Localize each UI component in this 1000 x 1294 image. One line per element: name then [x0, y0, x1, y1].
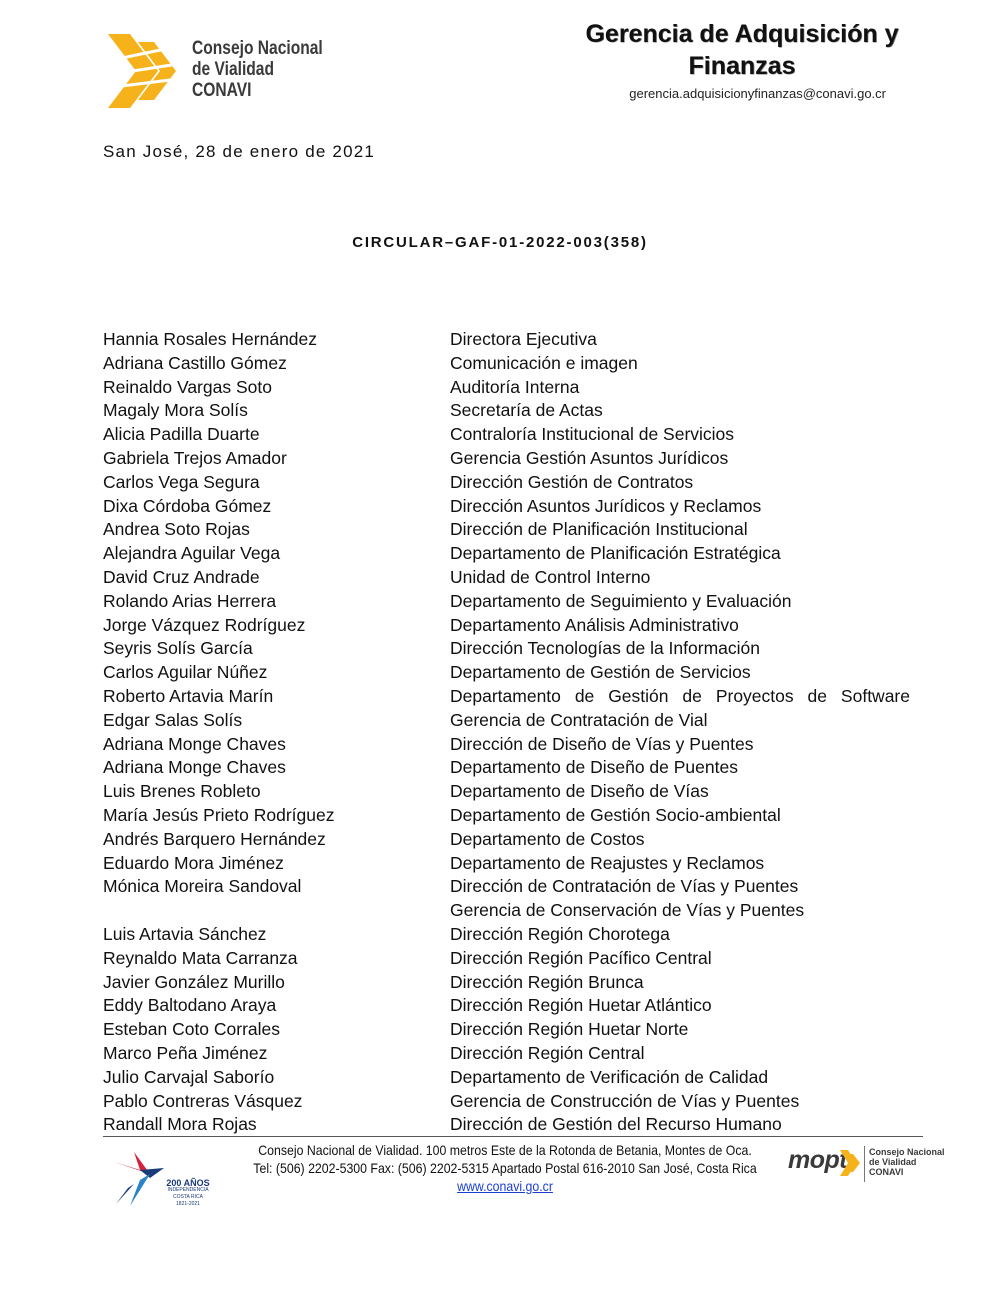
distribution-row — [103, 1066, 910, 1090]
mini-logo-line-1: Consejo Nacional — [869, 1147, 945, 1157]
recipient-role: Unidad de Control Interno — [450, 566, 651, 587]
footer-website-link[interactable]: www.conavi.go.cr — [457, 1178, 553, 1194]
distribution-row — [103, 780, 910, 804]
distribution-row — [103, 756, 910, 780]
recipient-name — [103, 899, 450, 923]
recipient-name: Pablo Contreras Vásquez — [103, 1090, 303, 1111]
recipient-role: Departamento de Reajustes y Reclamos — [450, 852, 765, 873]
bicentennial-logo — [110, 1144, 210, 1210]
recipient-name: Reynaldo Mata Carranza — [103, 947, 298, 968]
distribution-row — [103, 923, 910, 947]
distribution-list — [103, 328, 910, 1137]
recipient-name: Mónica Moreira Sandoval — [103, 876, 302, 897]
mini-logo-line-3: CONAVI — [869, 1167, 904, 1177]
distribution-row — [103, 1113, 910, 1137]
distribution-row — [103, 590, 910, 614]
footer-logo-separator — [864, 1146, 865, 1182]
recipient-role: Dirección Región Pacífico Central — [450, 947, 712, 968]
recipient-name: Reinaldo Vargas Soto — [103, 376, 272, 397]
distribution-row — [103, 328, 910, 352]
mopt-chevron-icon — [838, 1148, 862, 1178]
recipient-role: Departamento de Planificación Estratégica — [450, 543, 781, 564]
recipient-role: Departamento de Verificación de Calidad — [450, 1066, 769, 1087]
recipient-name: Gabriela Trejos Amador — [103, 447, 287, 468]
logo-line-3: CONAVI — [192, 80, 252, 101]
distribution-row — [103, 971, 910, 995]
distribution-row — [103, 875, 910, 899]
bicentennial-title: 200 AÑOS — [166, 1178, 210, 1188]
logo-line-1: Consejo Nacional — [192, 38, 323, 59]
distribution-row — [103, 495, 910, 519]
recipient-role: Departamento de Costos — [450, 828, 645, 849]
bicentennial-years: 1821-2021 — [176, 1201, 200, 1207]
recipient-name: Adriana Castillo Gómez — [103, 352, 287, 373]
recipient-name: Carlos Vega Segura — [103, 471, 260, 492]
conavi-chevron-icon — [100, 28, 190, 114]
mopt-logo: mopt — [788, 1146, 848, 1174]
distribution-row — [103, 423, 910, 447]
recipient-name: Hannia Rosales Hernández — [103, 329, 318, 349]
recipient-role: Departamento de Diseño de Puentes — [450, 757, 738, 778]
recipient-role: Dirección Tecnologías de la Información — [450, 638, 760, 659]
distribution-row — [103, 828, 910, 852]
distribution-row — [103, 709, 910, 733]
recipient-role: Dirección Gestión de Contratos — [450, 471, 694, 492]
recipient-role: Comunicación e imagen — [450, 352, 638, 373]
mini-conavi-logo — [869, 1147, 945, 1177]
recipient-role: Dirección Región Huetar Atlántico — [450, 995, 712, 1016]
recipient-role: Gerencia Gestión Asuntos Jurídicos — [450, 447, 729, 468]
distribution-row — [103, 899, 910, 923]
distribution-row — [103, 447, 910, 471]
distribution-row — [103, 947, 910, 971]
footer-contact — [205, 1141, 805, 1195]
recipient-name: Jorge Vázquez Rodríguez — [103, 614, 306, 635]
recipient-name: Eddy Baltodano Araya — [103, 995, 277, 1016]
recipient-role: Gerencia de Construcción de Vías y Puentes — [450, 1090, 800, 1111]
recipient-name: Andrés Barquero Hernández — [103, 828, 326, 849]
recipient-name: Dixa Córdoba Gómez — [103, 495, 272, 516]
department-email: gerencia.adquisicionyfinanzas@conavi.go.cr — [629, 86, 886, 101]
department-title: Gerencia de Adquisición y Finanzas — [585, 20, 899, 80]
distribution-row — [103, 1090, 910, 1114]
footer-phone: Tel: (506) 2202-5300 Fax: (506) 2202-5315 Apartado Postal 616-2010 San José, Costa Rica — [253, 1160, 757, 1176]
recipient-role: Departamento de Gestión de Servicios — [450, 662, 751, 683]
recipient-name: Seyris Solís García — [103, 638, 253, 659]
recipient-name: Andrea Soto Rojas — [103, 519, 250, 540]
recipient-role: Departamento Análisis Administrativo — [450, 614, 739, 635]
logo-line-2: de Vialidad — [192, 59, 274, 80]
distribution-row — [103, 1042, 910, 1066]
recipient-name: Edgar Salas Solís — [103, 709, 243, 730]
conavi-logo-text — [192, 38, 351, 101]
recipient-name: Magaly Mora Solís — [103, 400, 248, 421]
circular-code: CIRCULAR–GAF-01-2022-003(358) — [352, 234, 648, 251]
footer-address: Consejo Nacional de Vialidad. 100 metros Este de la Rotonda de Betania, Montes de Oca. — [258, 1142, 752, 1158]
recipient-name: Eduardo Mora Jiménez — [103, 852, 284, 873]
distribution-row — [103, 733, 910, 757]
bicentennial-sub-1: INDEPENDENCIA — [167, 1187, 209, 1193]
distribution-row — [103, 471, 910, 495]
recipient-name: David Cruz Andrade — [103, 566, 260, 587]
recipient-name: Marco Peña Jiménez — [103, 1042, 268, 1063]
recipient-name: Rolando Arias Herrera — [103, 590, 277, 611]
recipient-role: Dirección Asuntos Jurídicos y Reclamos — [450, 495, 762, 516]
recipient-role: Dirección de Gestión del Recurso Humano — [450, 1114, 782, 1135]
footer-divider — [103, 1136, 923, 1137]
recipient-role: Secretaría de Actas — [450, 400, 603, 421]
recipient-role: Dirección de Contratación de Vías y Puentes — [450, 876, 799, 897]
distribution-row — [103, 542, 910, 566]
distribution-row — [103, 637, 910, 661]
recipient-name: Esteban Coto Corrales — [103, 1019, 281, 1040]
recipient-role: Departamento de Gestión Socio-ambiental — [450, 804, 781, 825]
recipient-name: Luis Brenes Robleto — [103, 781, 261, 802]
recipient-name: Adriana Monge Chaves — [103, 757, 286, 778]
recipient-name: Julio Carvajal Saborío — [103, 1066, 275, 1087]
recipient-name: María Jesús Prieto Rodríguez — [103, 804, 335, 825]
distribution-row — [103, 994, 910, 1018]
recipient-name: Roberto Artavia Marín — [103, 685, 274, 706]
distribution-row — [103, 1018, 910, 1042]
distribution-row — [103, 566, 910, 590]
recipient-name: Alicia Padilla Duarte — [103, 424, 260, 445]
recipient-name: Adriana Monge Chaves — [103, 733, 286, 754]
recipient-role: Auditoría Interna — [450, 376, 580, 397]
distribution-row — [103, 376, 910, 400]
recipient-role: Dirección Región Chorotega — [450, 923, 670, 944]
conavi-logo — [100, 28, 350, 114]
recipient-role: Dirección Región Huetar Norte — [450, 1019, 689, 1040]
recipient-role: Dirección de Diseño de Vías y Puentes — [450, 733, 754, 754]
bicentennial-sub-2: COSTA RICA — [173, 1194, 203, 1200]
distribution-row — [103, 852, 910, 876]
distribution-row — [103, 518, 910, 542]
recipient-role: Contraloría Institucional de Servicios — [450, 424, 735, 445]
recipient-role: Dirección Región Brunca — [450, 971, 644, 992]
mini-logo-line-2: de Vialidad — [869, 1157, 917, 1167]
recipient-name: Carlos Aguilar Núñez — [103, 662, 268, 683]
recipient-role: Departamento de Seguimiento y Evaluación — [450, 590, 792, 611]
distribution-row — [103, 685, 910, 709]
recipient-role: Departamento de Diseño de Vías — [450, 781, 709, 802]
distribution-row — [103, 804, 910, 828]
distribution-row — [103, 352, 910, 376]
recipient-name: Alejandra Aguilar Vega — [103, 543, 281, 564]
recipient-role: Departamento de Gestión de Proyectos de Software — [450, 685, 910, 706]
recipient-name: Luis Artavia Sánchez — [103, 923, 267, 944]
recipient-name: Randall Mora Rojas — [103, 1114, 257, 1135]
recipient-role: Gerencia de Conservación de Vías y Puentes — [450, 900, 805, 921]
distribution-row — [103, 661, 910, 685]
distribution-row — [103, 614, 910, 638]
document-date: San José, 28 de enero de 2021 — [103, 142, 376, 161]
recipient-role: Dirección de Planificación Institucional — [450, 519, 748, 540]
recipient-role: Directora Ejecutiva — [450, 329, 597, 349]
recipient-role: Gerencia de Contratación de Vial — [450, 709, 708, 730]
recipient-name: Javier González Murillo — [103, 971, 285, 992]
recipient-role: Dirección Región Central — [450, 1042, 645, 1063]
distribution-row — [103, 399, 910, 423]
